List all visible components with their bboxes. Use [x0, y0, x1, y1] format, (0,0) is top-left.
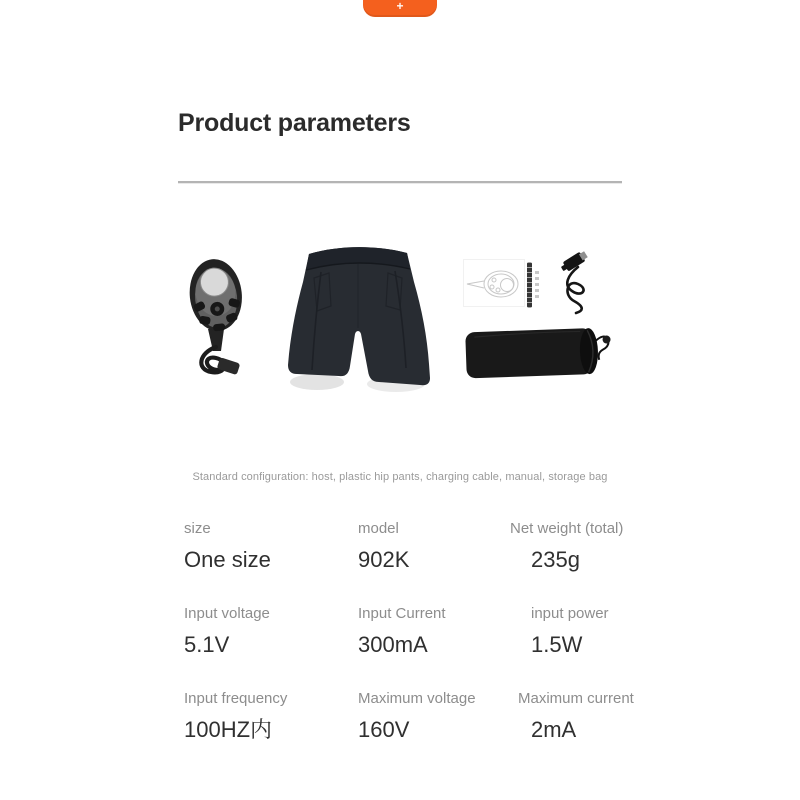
spec-label: Maximum voltage	[358, 690, 476, 707]
controller-body	[186, 257, 245, 334]
storage-bag-image	[461, 323, 611, 385]
spec-label: Net weight (total)	[510, 520, 624, 537]
spec-cell-model	[358, 520, 510, 573]
hip-pants-image	[284, 242, 432, 394]
spec-cell-input-current	[358, 605, 510, 658]
plus-icon: +	[396, 0, 404, 13]
spec-cell-net-weight	[510, 520, 700, 573]
spec-cell-maximum-current	[510, 690, 700, 743]
cable-wire	[567, 267, 583, 313]
spec-label: Input voltage	[184, 605, 270, 622]
divider	[178, 181, 622, 184]
spec-value: 100HZ内	[184, 717, 273, 742]
spec-value: 5.1V	[184, 632, 230, 657]
expand-button[interactable]	[363, 0, 437, 17]
spec-cell-input-power	[510, 605, 700, 658]
charging-cable-image	[558, 251, 600, 315]
spec-value: 300mA	[358, 632, 428, 657]
spec-value: One size	[184, 547, 271, 572]
spec-label: input power	[531, 605, 609, 622]
spec-value: 902K	[358, 547, 410, 572]
configuration-caption: Standard configuration: host, plastic hip pants, charging cable, manual, storage bag	[192, 471, 608, 483]
spec-table	[184, 520, 700, 743]
spec-value: 235g	[531, 547, 580, 572]
manual-sheet-image	[463, 259, 525, 307]
spec-label: Maximum current	[518, 690, 634, 707]
page-title: Product parameters	[178, 109, 411, 137]
rolled-manual	[527, 262, 532, 308]
spec-cell-size	[184, 520, 358, 573]
spec-value: 2mA	[531, 717, 577, 742]
spec-cell-input-voltage	[184, 605, 358, 658]
spec-value: 1.5W	[531, 632, 583, 657]
spec-label: Input frequency	[184, 690, 288, 707]
left-hem-fuzz	[290, 374, 344, 390]
spec-label: size	[184, 520, 211, 537]
bag-body	[465, 328, 593, 378]
spec-cell-maximum-voltage	[358, 690, 510, 743]
spec-label: model	[358, 520, 399, 537]
spec-cell-input-frequency	[184, 690, 358, 743]
product-photo	[0, 230, 800, 400]
spec-label: Input Current	[358, 605, 446, 622]
spec-value: 160V	[358, 717, 410, 742]
controller-remote-image	[186, 257, 246, 377]
vertical-text-marks	[535, 271, 539, 301]
